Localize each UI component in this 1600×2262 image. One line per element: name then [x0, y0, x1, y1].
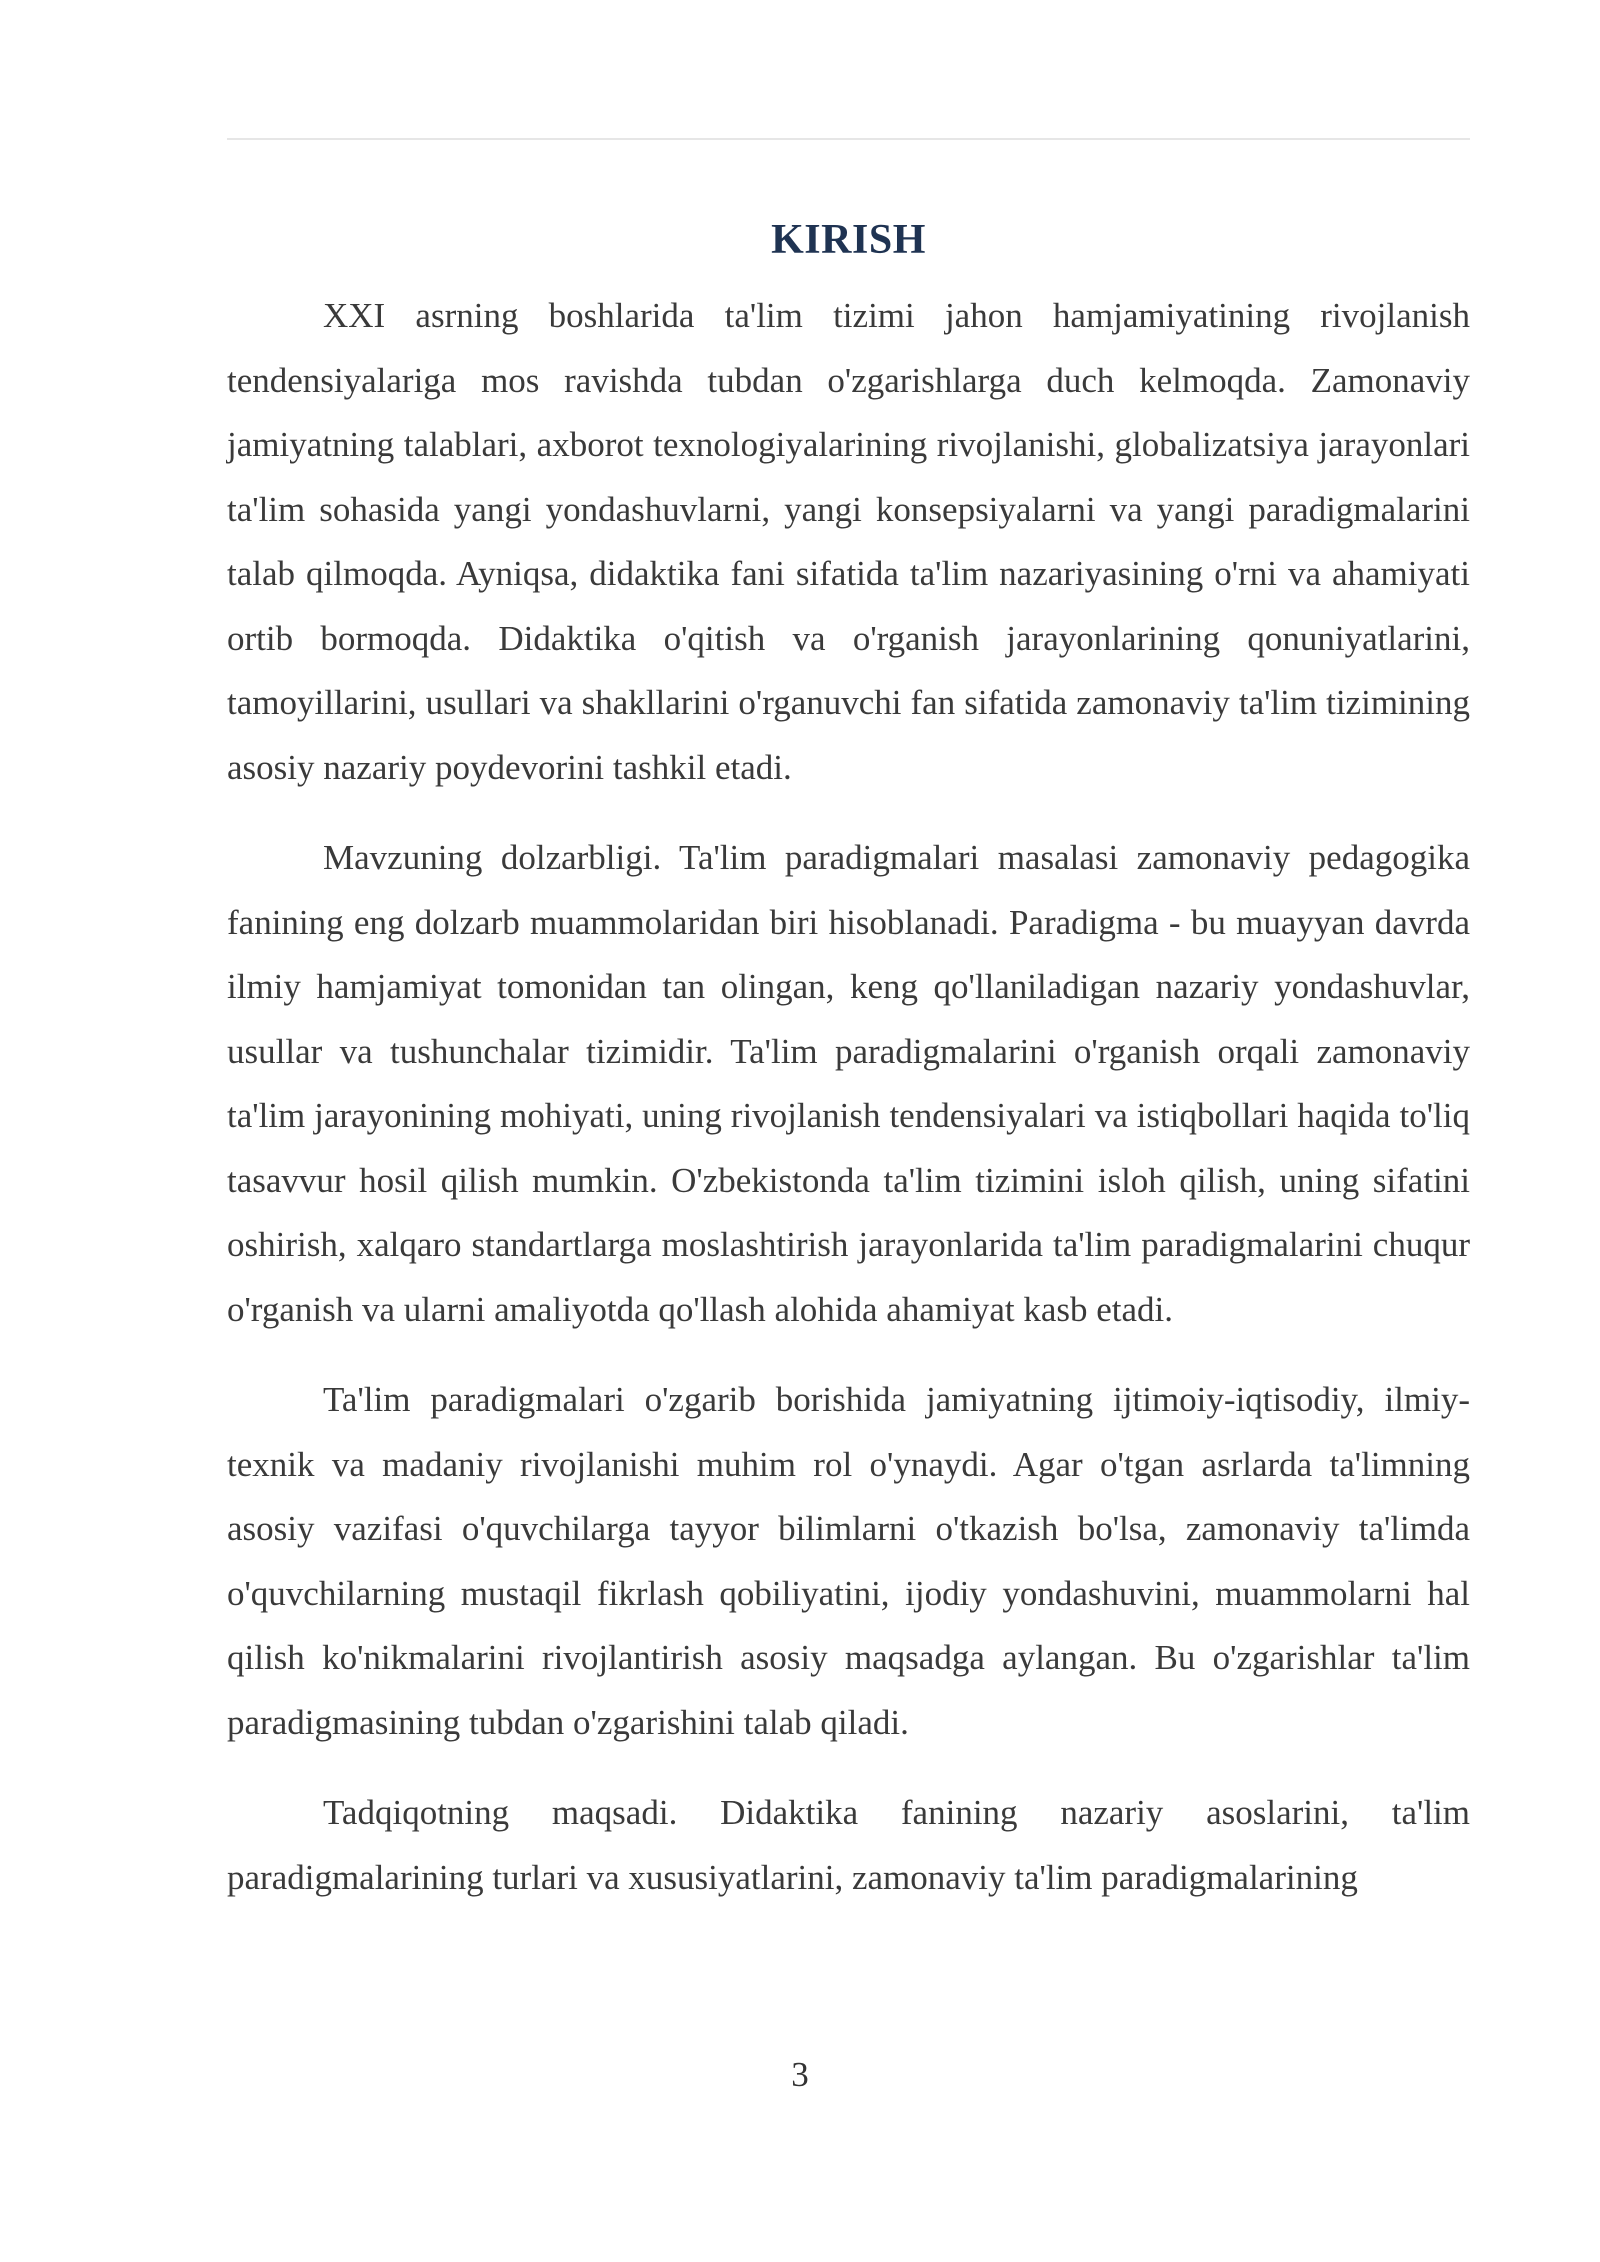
page-number: 3	[791, 2055, 809, 2094]
page-body	[227, 210, 1470, 1910]
header-rule	[227, 138, 1470, 140]
paragraph-research-goal: Tadqiqotning maqsadi. Didaktika fanining nazariy asoslarini, ta'lim paradigmalarining turlari va xususiyatlarini, zamonaviy ta'lim paradigmalarining	[227, 1793, 1470, 1897]
paragraph-paradigm-change: Ta'lim paradigmalari o'zgarib borishida jamiyatning ijtimoiy-iqtisodiy, ilmiy-texnik va madaniy rivojlanishi muhim rol o'ynaydi. Agar o'tgan asrlarda ta'limning asosiy vazifasi o'quvchilarga tayyor bilimlarni o'tkazish bo'lsa, zamonaviy ta'limda o'quvchilarning mustaqil fikrlash qobiliyatini, ijodiy yondashuvini, muammolarni hal qilish ko'nikmalarini rivojlantirish asosiy maqsadga aylangan. Bu o'zgarishlar ta'lim paradigmasining tubdan o'zgarishini talab qiladi.	[227, 1380, 1470, 1742]
paragraph-relevance: Mavzuning dolzarbligi. Ta'lim paradigmalari masalasi zamonaviy pedagogika fanining eng dolzarb muammolaridan biri hisoblanadi. Paradigma - bu muayyan davrda ilmiy hamjamiyat tomonidan tan olingan, keng qo'llaniladigan nazariy yondashuvlar, usullar va tushunchalar tizimidir. Ta'lim paradigmalarini o'rganish orqali zamonaviy ta'lim jarayonining mohiyati, uning rivojlanish tendensiyalari va istiqbollari haqida to'liq tasavvur hosil qilish mumkin. O'zbekistonda ta'lim tizimini isloh qilish, uning sifatini oshirish, xalqaro standartlarga moslashtirish jarayonlarida ta'lim paradigmalarini chuqur o'rganish va ularni amaliyotda qo'llash alohida ahamiyat kasb etadi.	[227, 838, 1470, 1329]
paragraph-intro: XXI asrning boshlarida ta'lim tizimi jahon hamjamiyatining rivojlanish tendensiyalariga mos ravishda tubdan o'zgarishlarga duch kelmoqda. Zamonaviy jamiyatning talablari, axborot texnologiyalarining rivojlanishi, globalizatsiya jarayonlari ta'lim sohasida yangi yondashuvlarni, yangi konsepsiyalarni va yangi paradigmalarini talab qilmoqda. Ayniqsa, didaktika fani sifatida ta'lim nazariyasining o'rni va ahamiyati ortib bormoqda. Didaktika o'qitish va o'rganish jarayonlarining qonuniyatlarini, tamoyillarini, usullari va shakllarini o'rganuvchi fan sifatida zamonaviy ta'lim tizimining asosiy nazariy poydevorini tashkil etadi.	[227, 296, 1470, 787]
section-heading: KIRISH	[771, 217, 926, 263]
